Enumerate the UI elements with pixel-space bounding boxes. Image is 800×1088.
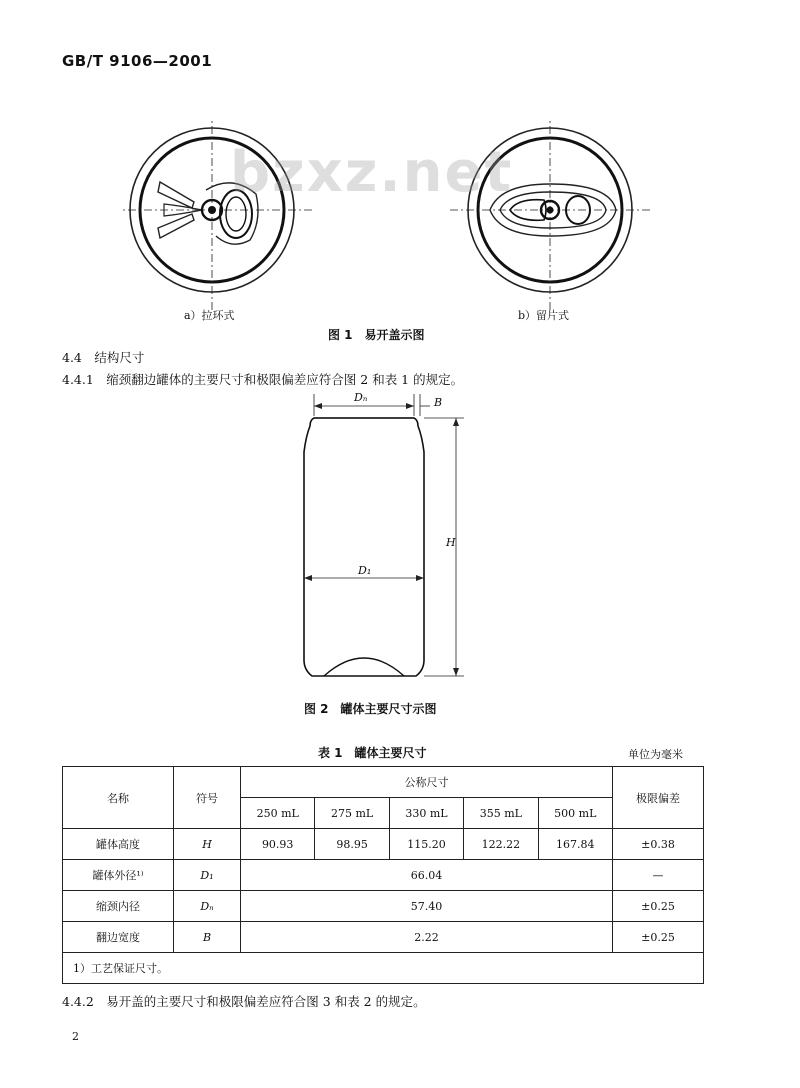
- row-name: 罐体高度: [63, 829, 174, 860]
- row-symbol: B: [174, 922, 241, 953]
- header-symbol: 符号: [174, 767, 241, 829]
- figure-1b-label: b）留片式: [518, 309, 570, 322]
- header-volume: 250 mL: [241, 798, 315, 829]
- row-value: 90.93: [241, 829, 315, 860]
- section-4-4-2-text: 4.4.2 易开盖的主要尺寸和极限偏差应符合图 3 和表 2 的规定。: [62, 994, 426, 1009]
- table-row: [63, 860, 704, 891]
- figure-1-caption: 图 1 易开盖示图: [328, 328, 425, 342]
- header-volume: 355 mL: [464, 798, 538, 829]
- row-merged-value: 2.22: [241, 922, 613, 953]
- header-volume: 330 mL: [389, 798, 463, 829]
- row-tolerance: ±0.25: [613, 922, 704, 953]
- table-footnote: 1）工艺保证尺寸。: [63, 953, 704, 984]
- row-value: 122.22: [464, 829, 538, 860]
- row-tolerance: ±0.38: [613, 829, 704, 860]
- page-number: 2: [72, 1030, 79, 1043]
- header-nominal: 公称尺寸: [241, 767, 613, 798]
- figure-2-caption: 图 2 罐体主要尺寸示图: [304, 702, 437, 716]
- section-4-4-heading: 4.4 结构尺寸: [62, 350, 145, 365]
- table-row: [63, 891, 704, 922]
- row-symbol: Dₙ: [174, 891, 241, 922]
- row-symbol: H: [174, 829, 241, 860]
- row-symbol: D₁: [174, 860, 241, 891]
- table-unit-note: 单位为毫米: [628, 748, 683, 761]
- row-merged-value: 57.40: [241, 891, 613, 922]
- header-tolerance: 极限偏差: [613, 767, 704, 829]
- section-4-4-1-text: 4.4.1 缩颈翻边罐体的主要尺寸和极限偏差应符合图 2 和表 1 的规定。: [62, 372, 464, 387]
- figure-1a-label: a）拉环式: [184, 309, 235, 322]
- row-tolerance: —: [613, 860, 704, 891]
- row-merged-value: 66.04: [241, 860, 613, 891]
- row-tolerance: ±0.25: [613, 891, 704, 922]
- table-1-title: 表 1 罐体主要尺寸: [318, 746, 427, 760]
- row-name: 翻边宽度: [63, 922, 174, 953]
- table-row: [63, 922, 704, 953]
- label-dn: Dₙ: [354, 391, 368, 404]
- row-name: 罐体外径¹⁾: [63, 860, 174, 891]
- table-row: [63, 829, 704, 860]
- watermark: bzxz.net: [230, 140, 514, 205]
- table-1: [62, 766, 704, 984]
- standard-number: GB/T 9106—2001: [62, 52, 213, 70]
- row-value: 115.20: [389, 829, 463, 860]
- header-volume: 500 mL: [538, 798, 612, 829]
- row-name: 缩颈内径: [63, 891, 174, 922]
- row-value: 98.95: [315, 829, 389, 860]
- header-volume: 275 mL: [315, 798, 389, 829]
- label-d1: D₁: [358, 564, 372, 577]
- label-b: B: [434, 396, 443, 409]
- header-name: 名称: [63, 767, 174, 829]
- row-value: 167.84: [538, 829, 612, 860]
- label-h: H: [446, 536, 456, 549]
